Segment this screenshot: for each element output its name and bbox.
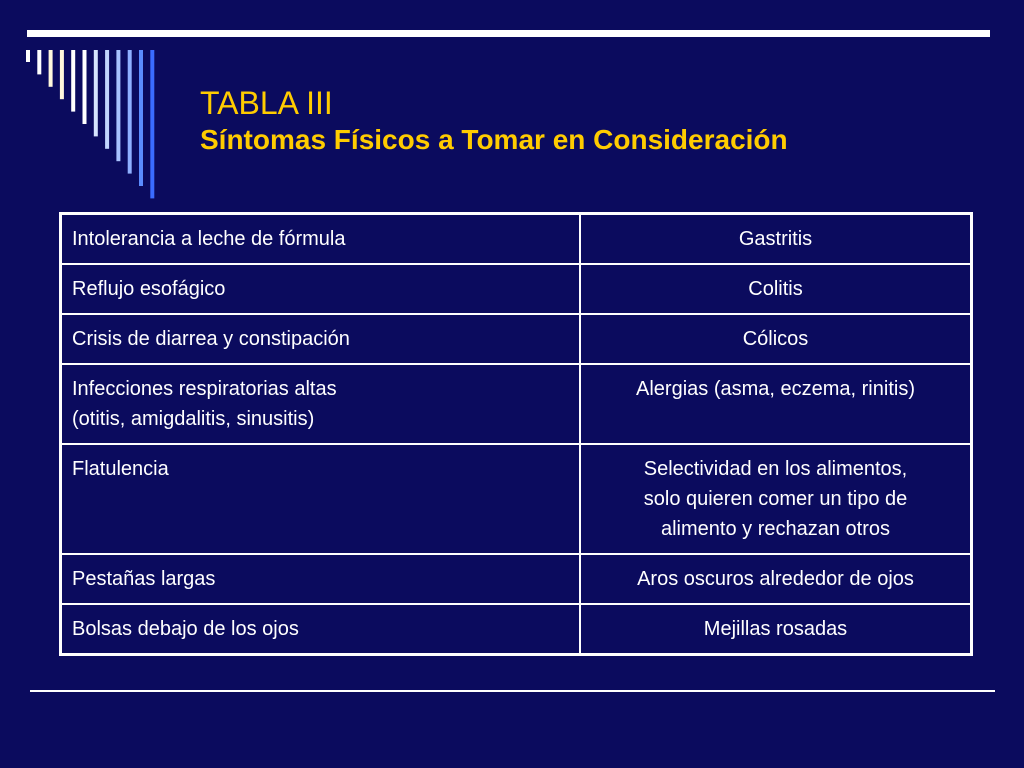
decorative-bar <box>105 50 109 149</box>
table-cell-symptom <box>61 264 581 314</box>
table-cell-symptom <box>61 214 581 265</box>
decorative-bar <box>49 50 53 87</box>
decorative-bar <box>94 50 98 136</box>
cell-text: Aros oscuros alrededor de ojos <box>637 568 914 590</box>
cell-text: Infecciones respiratorias altas <box>72 378 337 400</box>
table-cell-symptom <box>61 314 581 364</box>
cell-text: Flatulencia <box>72 458 169 480</box>
table-cell-symptom-right <box>580 214 972 265</box>
table-cell-symptom-right <box>580 364 972 444</box>
table-cell-symptom-right <box>580 604 972 655</box>
table-row <box>61 444 972 554</box>
cell-text: Selectividad en los alimentos, <box>643 458 908 480</box>
decorative-bar <box>71 50 75 112</box>
page-title: TABLA III <box>200 85 333 121</box>
symptoms-table <box>59 212 973 656</box>
decorative-bar <box>37 50 41 74</box>
table-cell-symptom-right <box>580 264 972 314</box>
table-cell-symptom-right <box>580 554 972 604</box>
cell-text: Reflujo esofágico <box>72 278 226 300</box>
cell-text: Mejillas rosadas <box>703 618 848 640</box>
table-cell-symptom-right <box>580 444 972 554</box>
table-row <box>61 604 972 655</box>
table-cell-symptom <box>61 444 581 554</box>
cell-text: Bolsas debajo de los ojos <box>72 618 299 640</box>
cell-text: Intolerancia a leche de fórmula <box>72 228 346 250</box>
table-row <box>61 364 972 444</box>
cell-text: Crisis de diarrea y constipación <box>72 328 350 350</box>
decorative-bar <box>150 50 154 198</box>
cell-text: Colitis <box>748 278 803 300</box>
table-cell-symptom <box>61 604 581 655</box>
table-cell-symptom <box>61 554 581 604</box>
decorative-bar <box>128 50 132 174</box>
decorative-bars <box>0 0 180 220</box>
decorative-bar <box>116 50 120 161</box>
cell-text: Alergias (asma, eczema, rinitis) <box>636 378 915 400</box>
bottom-rule <box>30 690 995 692</box>
table-cell-symptom-right <box>580 314 972 364</box>
table-row <box>61 214 972 265</box>
cell-text: (otitis, amigdalitis, sinusitis) <box>72 408 315 430</box>
decorative-bar <box>60 50 64 99</box>
cell-text: solo quieren comer un tipo de <box>643 488 908 510</box>
cell-text: alimento y rechazan otros <box>660 518 890 540</box>
symptoms-table-body <box>61 214 972 655</box>
decorative-bar <box>26 50 30 62</box>
table-cell-symptom <box>61 364 581 444</box>
cell-text: Cólicos <box>742 328 809 350</box>
decorative-bar <box>83 50 87 124</box>
cell-text: Gastritis <box>738 228 813 250</box>
page-subtitle: Síntomas Físicos a Tomar en Consideración <box>200 124 788 155</box>
decorative-bar <box>139 50 143 186</box>
table-row <box>61 554 972 604</box>
cell-text: Pestañas largas <box>72 568 216 590</box>
title-block <box>200 84 788 158</box>
table-row <box>61 314 972 364</box>
table-row <box>61 264 972 314</box>
